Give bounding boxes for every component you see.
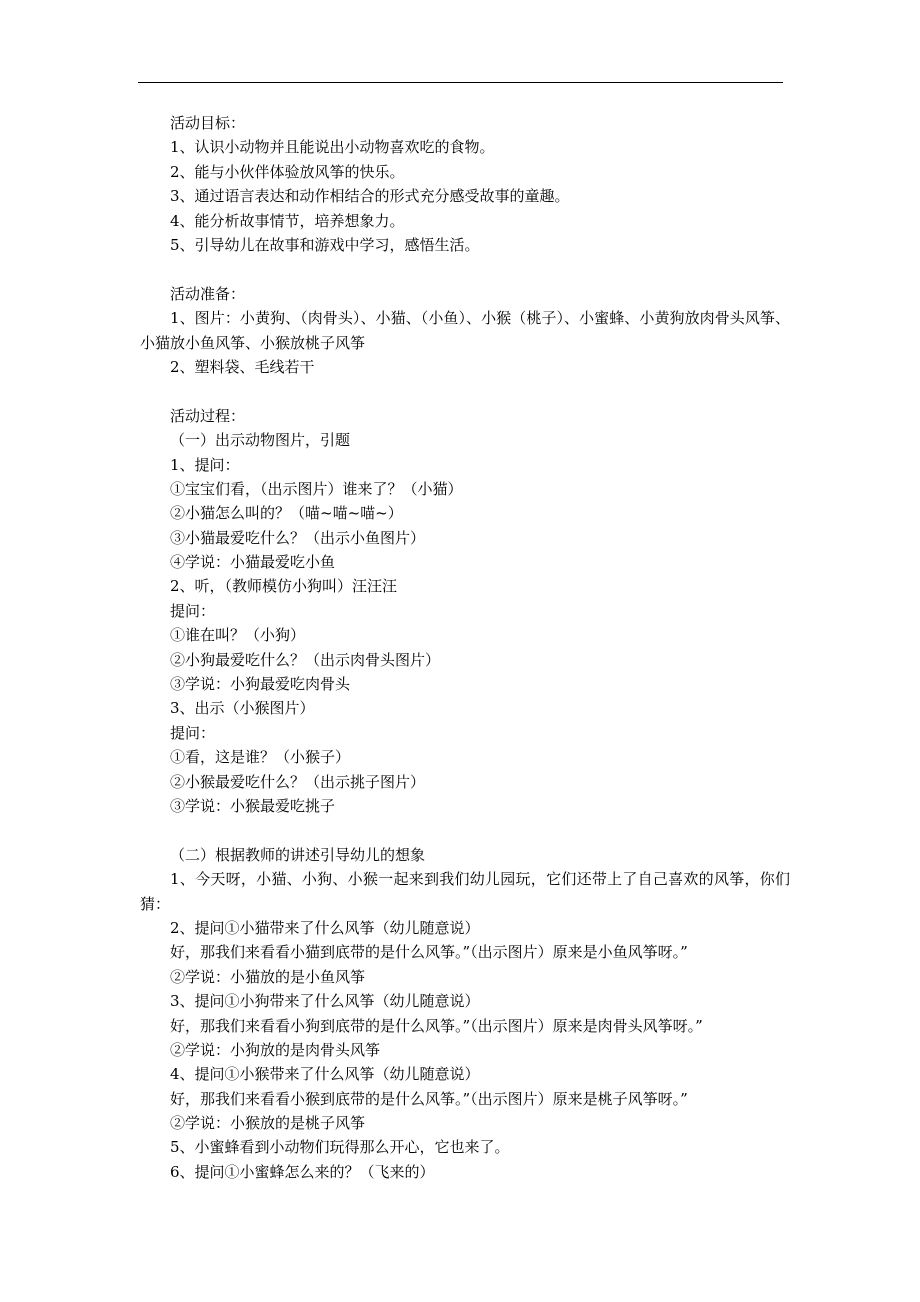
process-line: 5、小蜜蜂看到小动物们玩得那么开心，它也来了。 bbox=[170, 1138, 510, 1157]
goal-item: 2、能与小伙伴体验放风筝的快乐。 bbox=[170, 162, 405, 181]
process-line: ②小猴最爱吃什么？（出示挑子图片） bbox=[170, 772, 426, 791]
goals-heading: 活动目标： bbox=[170, 114, 246, 132]
process-line: 好，那我们来看看小猫到底带的是什么风筝。”（出示图片）原来是小鱼风筝呀。” bbox=[170, 943, 688, 962]
process-line: 好，那我们来看看小狗到底带的是什么风筝。”（出示图片）原来是肉骨头风筝呀。” bbox=[170, 1016, 703, 1035]
process-line: ①宝宝们看，（出示图片）谁来了？（小猫） bbox=[170, 479, 463, 498]
document-body bbox=[140, 111, 790, 1184]
goal-item: 3、通过语言表达和动作相结合的形式充分感受故事的童趣。 bbox=[170, 187, 570, 206]
part2-intro: 1、今天呀，小猫、小狗、小猴一起来到我们幼儿园玩，它们还带上了自己喜欢的风筝，你们猜： bbox=[140, 870, 790, 913]
process-line: ①看，这是谁？（小猴子） bbox=[170, 748, 351, 767]
process-line: 6、提问①小蜜蜂怎么来的？（飞来的） bbox=[170, 1162, 435, 1181]
process-line: 好，那我们来看看小猴到底带的是什么风筝。”（出示图片）原来是桃子风筝呀。” bbox=[170, 1089, 688, 1108]
process-line: ③学说：小狗最爱吃肉骨头 bbox=[170, 675, 351, 694]
process-line: 3、提问①小狗带来了什么风筝（幼儿随意说） bbox=[170, 992, 480, 1011]
process-line: ②学说：小狗放的是肉骨头风筝 bbox=[170, 1040, 381, 1059]
process-line: 2、提问①小猫带来了什么风筝（幼儿随意说） bbox=[170, 918, 480, 937]
process-line: 2、听，（教师模仿小狗叫）汪汪汪 bbox=[170, 577, 398, 596]
process-line: ②学说：小猴放的是桃子风筝 bbox=[170, 1114, 366, 1133]
process-line: ③小猫最爱吃什么？（出示小鱼图片） bbox=[170, 528, 426, 547]
process-line: ②小狗最爱吃什么？（出示肉骨头图片） bbox=[170, 650, 441, 669]
process-line: 提问： bbox=[170, 601, 216, 620]
goal-item: 5、引导幼儿在故事和游戏中学习，感悟生活。 bbox=[170, 235, 480, 254]
part1-title: （一）出示动物图片，引题 bbox=[170, 431, 351, 450]
goal-item: 1、认识小动物并且能说出小动物喜欢吃的食物。 bbox=[170, 138, 495, 157]
process-line: 1、提问： bbox=[170, 455, 240, 474]
prep-item: 2、塑料袋、毛线若干 bbox=[170, 357, 315, 376]
process-line: ②小猫怎么叫的？（喵~喵~喵~） bbox=[170, 504, 403, 523]
process-heading: 活动过程： bbox=[170, 406, 246, 425]
process-line: ②学说：小猫放的是小鱼风筝 bbox=[170, 967, 366, 986]
process-line: ③学说：小猴最爱吃挑子 bbox=[170, 796, 336, 815]
process-line: 3、出示（小猴图片） bbox=[170, 699, 315, 718]
section-spacer bbox=[140, 379, 790, 403]
prep-heading: 活动准备： bbox=[170, 284, 246, 303]
process-line: 4、提问①小猴带来了什么风筝（幼儿随意说） bbox=[170, 1065, 480, 1084]
header-rule bbox=[138, 82, 783, 83]
process-line: ④学说：小猫最爱吃小鱼 bbox=[170, 553, 336, 572]
part2-title: （二）根据教师的讲述引导幼儿的想象 bbox=[170, 845, 426, 864]
goal-item: 4、能分析故事情节，培养想象力。 bbox=[170, 211, 405, 230]
section-spacer bbox=[140, 818, 790, 842]
prep-item: 1、图片：小黄狗、（肉骨头）、小猫、（小鱼）、小猴（桃子）、小蜜蜂、小黄狗放肉骨头风筝、小猫放小鱼风筝、小猴放桃子风筝 bbox=[140, 309, 790, 352]
section-spacer bbox=[140, 257, 790, 281]
process-line: ①谁在叫？（小狗） bbox=[170, 626, 306, 645]
process-line: 提问： bbox=[170, 723, 216, 742]
